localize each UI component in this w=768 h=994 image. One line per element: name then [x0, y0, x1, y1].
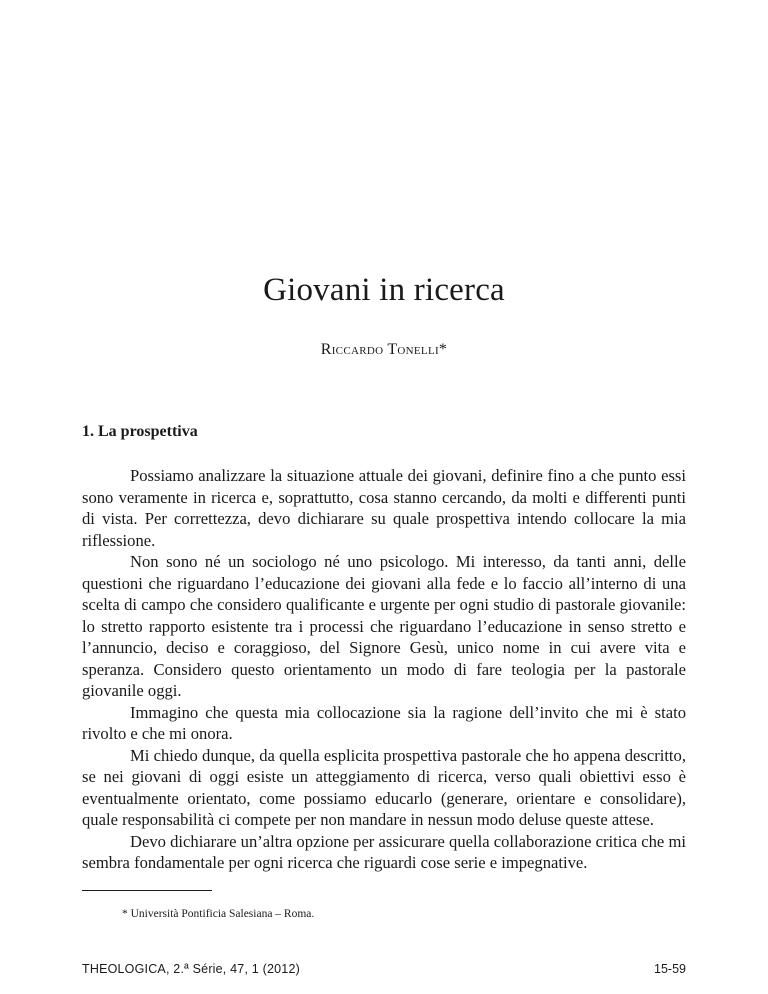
page-range: 15-59 [654, 962, 686, 976]
paragraph-2: Non sono né un sociologo né uno psicologo. Mi interesso, da tanti anni, delle questioni che riguardano l’educazione dei giovani alla fede e lo faccio all’interno di una scelta di campo che considero qualificante e urgente per ogni studio di pastorale giovanile: lo stretto rapporto esistente tra i processi che riguardano l’educazione in senso stretto e l’annuncio, deciso e coraggioso, del Signore Gesù, unico nome in cui avere vita e speranza. Considero questo orientamento un modo di fare teologia per la pastorale giovanile oggi. [82, 552, 686, 700]
journal-citation: THEOLOGICA, 2.ª Série, 47, 1 (2012) [82, 962, 300, 976]
section-heading: 1. La prospettiva [82, 423, 198, 440]
paragraph-3: Immagino che questa mia collocazione sia la ragione dell’invito che mi è stato rivolto e che mi onora. [82, 702, 686, 743]
footnote: * Università Pontificia Salesiana – Roma. [122, 908, 315, 920]
article-title: Giovani in ricerca [263, 272, 505, 308]
footnote-divider [82, 890, 212, 891]
paragraph-4: Mi chiedo dunque, da quella esplicita prospettiva pastorale che ho appena descritto, se nei giovani di oggi esiste un atteggiamento di ricerca, verso quali obiettivi esso è eventualmente orientato, come possiamo educarlo (generare, orientare e consolidare), quale responsabilità ci compete per non mandare in nessun modo deluse queste attese. [82, 745, 686, 829]
paragraph-1: Possiamo analizzare la situazione attuale dei giovani, definire fino a che punto essi sono veramente in ricerca e, soprattutto, cosa stanno cercando, da molti e differenti punti di vista. Per correttezza, devo dichiarare su quale prospettiva intendo collocare la mia riflessione. [82, 466, 686, 550]
article-author: Riccardo Tonelli* [320, 341, 448, 358]
paragraph-5: Devo dichiarare un’altra opzione per assicurare quella collaborazione critica che mi sembra fondamentale per ogni ricerca che riguardi cose serie e impegnative. [82, 831, 686, 872]
body-text [82, 465, 686, 874]
